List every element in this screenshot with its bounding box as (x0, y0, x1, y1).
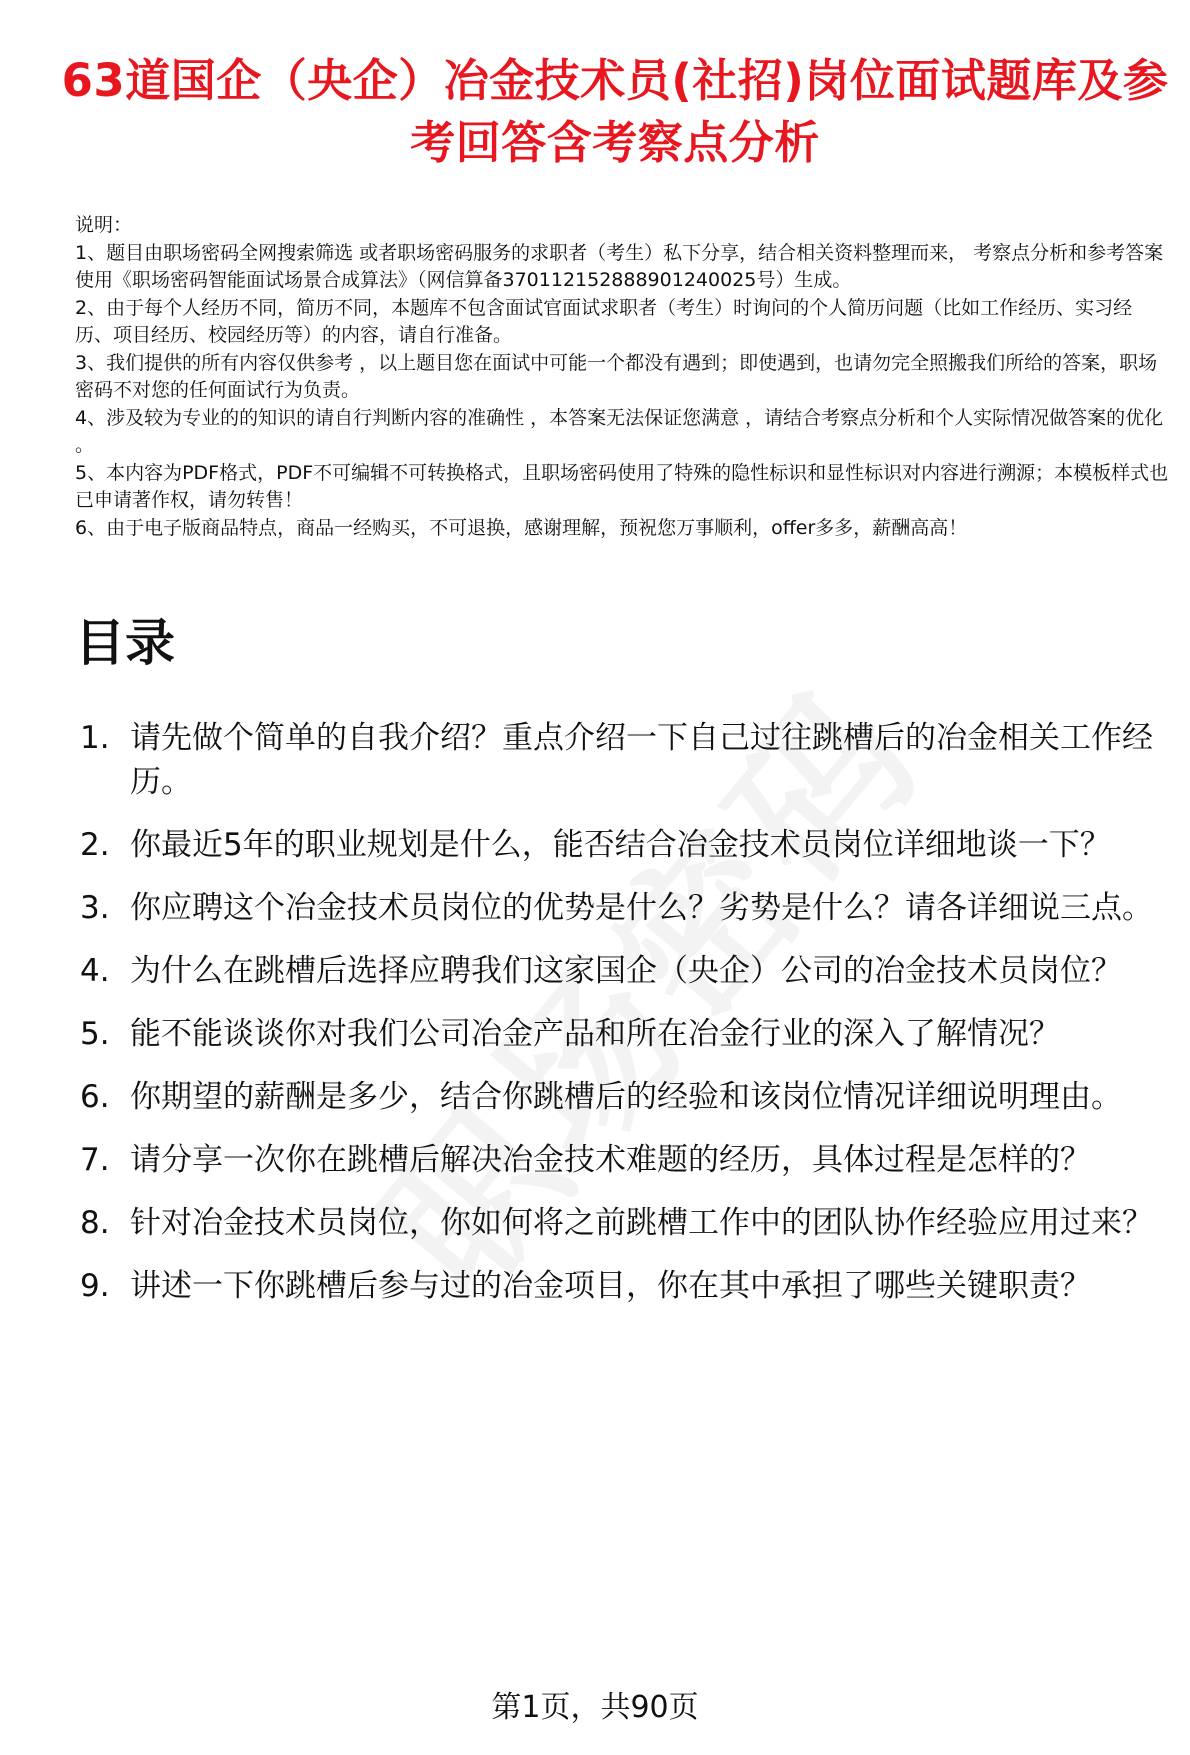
note-item: 2、由于每个人经历不同，简历不同，本题库不包含面试官面试求职者（考生）时询问的个人简历问题（比如工作经历、实习经历、项目经历、校园经历等）的内容，请自行准备。 (75, 296, 1133, 346)
toc-item-number: 5. (80, 1016, 110, 1052)
toc-item-number: 7. (80, 1142, 110, 1178)
toc-item[interactable] (75, 823, 1180, 867)
toc-item-number: 9. (80, 1268, 110, 1304)
toc-item-number: 6. (80, 1079, 110, 1115)
toc-item[interactable] (75, 1138, 1180, 1182)
toc-item-number: 4. (80, 953, 110, 989)
toc-item[interactable] (75, 1075, 1180, 1119)
toc-item[interactable] (75, 1264, 1180, 1308)
toc-item-text: 针对冶金技术员岗位，你如何将之前跳槽工作中的团队协作经验应用过来？ (130, 1205, 1153, 1241)
document-title: 63道国企（央企）冶金技术员(社招)岗位面试题库及参考回答含考察点分析 (61, 54, 1169, 169)
note-item: 6、由于电子版商品特点，商品一经购买，不可退换，感谢理解，预祝您万事顺利，offer多多，薪酬高高！ (75, 516, 968, 539)
page-footer: 第1页，共90页 (491, 1690, 699, 1725)
toc-item-text: 你期望的薪酬是多少，结合你跳槽后的经验和该岗位情况详细说明理由。 (130, 1079, 1122, 1115)
toc-heading: 目录 (75, 614, 175, 672)
toc-item-text: 能不能谈谈你对我们公司冶金产品和所在冶金行业的深入了解情况？ (130, 1016, 1060, 1052)
notes-section (75, 212, 1170, 542)
toc-item-number: 2. (80, 827, 110, 863)
toc-item-text: 请先做个简单的自我介绍？重点介绍一下自己过往跳槽后的冶金相关工作经历。 (130, 720, 1153, 800)
toc-item-text: 讲述一下你跳槽后参与过的冶金项目，你在其中承担了哪些关键职责？ (130, 1268, 1091, 1304)
toc-item-number: 8. (80, 1205, 110, 1241)
toc-item-text: 为什么在跳槽后选择应聘我们这家国企（央企）公司的冶金技术员岗位？ (130, 953, 1122, 989)
toc-item[interactable] (75, 716, 1180, 804)
toc-item-text: 请分享一次你在跳槽后解决冶金技术难题的经历，具体过程是怎样的？ (130, 1142, 1091, 1178)
notes-heading: 说明： (75, 214, 133, 236)
toc-list (75, 716, 1180, 1327)
note-item: 5、本内容为PDF格式，PDF不可编辑不可转换格式，且职场密码使用了特殊的隐性标识和显性标识对内容进行溯源；本模板样式也已申请著作权，请勿转售！ (75, 461, 1169, 511)
toc-item-number: 1. (80, 720, 110, 756)
toc-item-text: 你应聘这个冶金技术员岗位的优势是什么？劣势是什么？请各详细说三点。 (130, 890, 1153, 926)
note-item: 1、题目由职场密码全网搜索筛选 或者职场密码服务的求职者（考生）私下分享，结合相关资料整理而来， 考察点分析和参考答案使用《职场密码智能面试场景合成算法》（网信算备370112152888901240025号）生成。 (75, 241, 1164, 291)
toc-item[interactable] (75, 1012, 1180, 1056)
toc-item-text: 你最近5年的职业规划是什么，能否结合冶金技术员岗位详细地谈一下？ (130, 827, 1111, 863)
toc-item[interactable] (75, 886, 1180, 930)
toc-item[interactable] (75, 949, 1180, 993)
note-item: 3、我们提供的所有内容仅供参考 ，以上题目您在面试中可能一个都没有遇到；即使遇到，也请勿完全照搬我们所给的答案，职场密码不对您的任何面试行为负责。 (75, 351, 1158, 401)
toc-item[interactable] (75, 1201, 1180, 1245)
note-item: 4、涉及较为专业的的知识的请自行判断内容的准确性 ，本答案无法保证您满意 ，请结合考察点分析和个人实际情况做答案的优化 。 (75, 406, 1164, 456)
toc-item-number: 3. (80, 890, 110, 926)
